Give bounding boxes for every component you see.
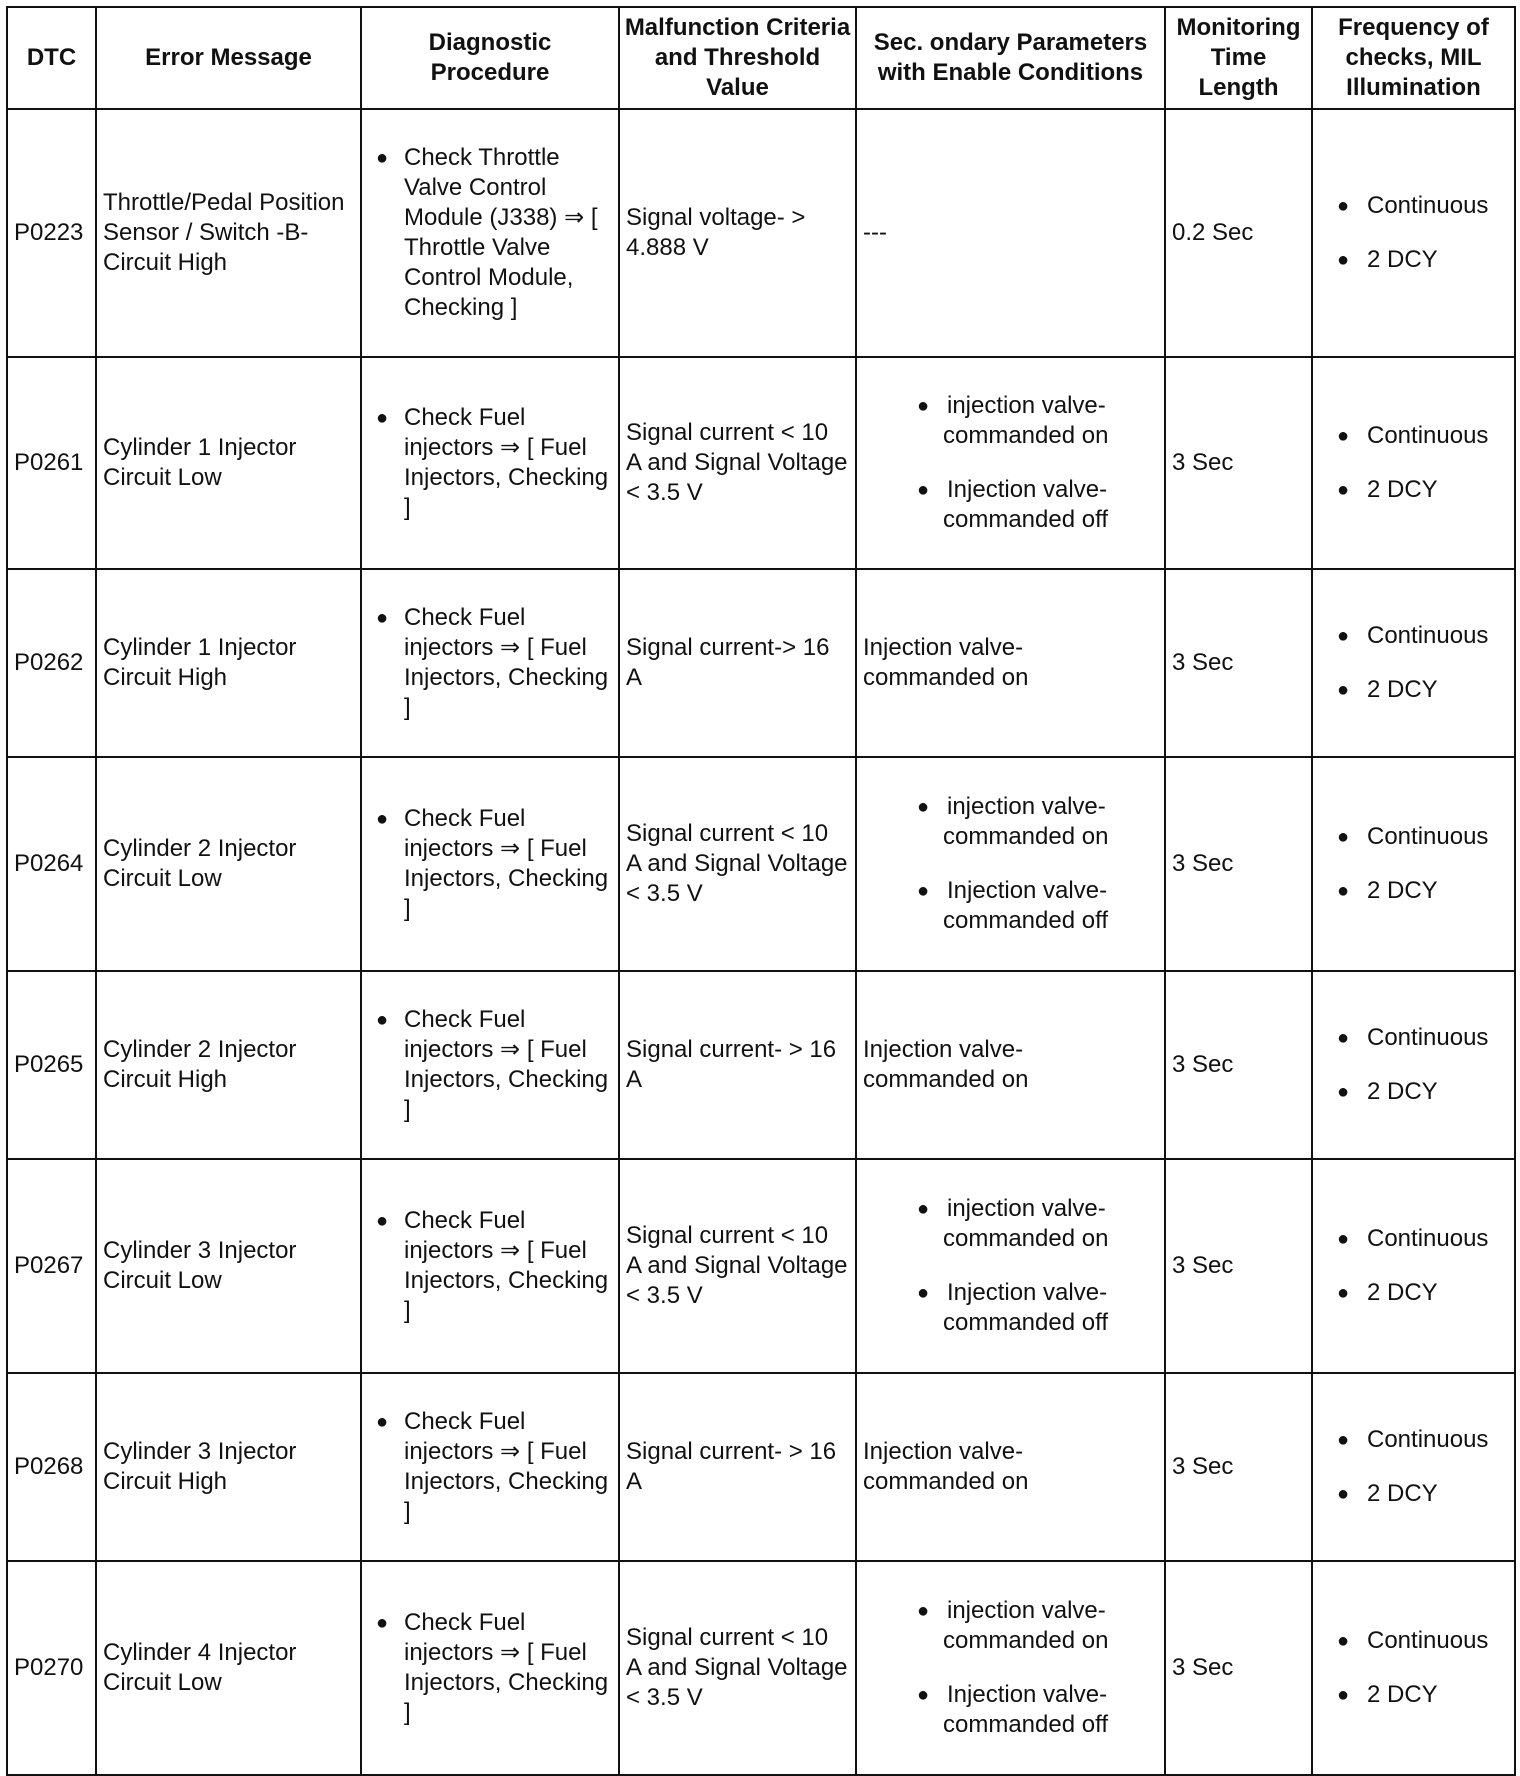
procedure-item: ● Check Fuel injectors ⇒ [ Fuel Injectors, Checking ] [368, 804, 612, 924]
frequency-cell [1312, 1561, 1515, 1775]
monitoring-time-cell: 3 Sec [1165, 757, 1312, 971]
frequency-item: ● 2 DCY [1319, 1278, 1508, 1308]
procedure-item: ● Check Fuel injectors ⇒ [ Fuel Injectors, Checking ] [368, 1407, 612, 1527]
header-monitoring-time: Monitoring Time Length [1165, 7, 1312, 109]
error-message-cell: Cylinder 4 Injector Circuit Low [96, 1561, 361, 1775]
procedure-list [368, 403, 612, 523]
bullet-icon: ● [917, 1684, 930, 1706]
secondary-parameters-cell: Injection valve- commanded on [856, 1373, 1165, 1561]
frequency-item: ● Continuous [1319, 1023, 1508, 1053]
secondary-parameter-item [917, 1596, 1158, 1656]
secondary-parameters-cell [856, 1159, 1165, 1373]
bullet-icon: ● [917, 1600, 930, 1622]
secondary-parameter-line: injection valve- [947, 1597, 1106, 1624]
monitoring-time-cell: 3 Sec [1165, 1561, 1312, 1775]
secondary-parameter-line: commanded on [943, 1225, 1109, 1252]
secondary-parameter-item [917, 1194, 1158, 1254]
secondary-parameter-item [917, 1278, 1158, 1338]
frequency-item: ● 2 DCY [1319, 1077, 1508, 1107]
error-message-cell: Cylinder 2 Injector Circuit Low [96, 757, 361, 971]
frequency-cell [1312, 757, 1515, 971]
secondary-parameters-list [863, 792, 1158, 936]
frequency-list [1319, 191, 1508, 275]
diagnostic-procedure-cell [361, 1373, 619, 1561]
frequency-cell [1312, 569, 1515, 757]
malfunction-criteria-cell: Signal voltage- > 4.888 V [619, 109, 856, 357]
procedure-item: ● Check Throttle Valve Control Module (J338) ⇒ [ Throttle Valve Control Module, Checking ] [368, 143, 612, 323]
header-malfunction-criteria: Malfunction Criteria and Threshold Value [619, 7, 856, 109]
bullet-icon: ● [917, 1282, 930, 1304]
monitoring-time-cell: 0.2 Sec [1165, 109, 1312, 357]
diagnostic-procedure-cell [361, 357, 619, 569]
secondary-parameters-cell [856, 757, 1165, 971]
frequency-item: ● Continuous [1319, 1626, 1508, 1656]
table-row [7, 1159, 1515, 1373]
monitoring-time-cell: 3 Sec [1165, 569, 1312, 757]
diagnostic-procedure-cell [361, 1159, 619, 1373]
procedure-item: ● Check Fuel injectors ⇒ [ Fuel Injectors, Checking ] [368, 603, 612, 723]
error-message-cell: Cylinder 2 Injector Circuit High [96, 971, 361, 1159]
secondary-parameter-line: commanded on [943, 823, 1109, 850]
table-row [7, 1561, 1515, 1775]
diagnostic-procedure-cell [361, 109, 619, 357]
secondary-parameters-cell: Injection valve- commanded on [856, 569, 1165, 757]
header-error-message: Error Message [96, 7, 361, 109]
bullet-icon: ● [917, 796, 930, 818]
header-dtc: DTC [7, 7, 96, 109]
error-message-cell: Cylinder 3 Injector Circuit Low [96, 1159, 361, 1373]
secondary-parameter-line: commanded on [943, 1627, 1109, 1654]
frequency-item: ● Continuous [1319, 621, 1508, 651]
procedure-list [368, 1005, 612, 1125]
secondary-parameter-line: commanded off [943, 907, 1108, 934]
secondary-parameters-list [863, 1596, 1158, 1740]
secondary-parameters-cell [856, 1561, 1165, 1775]
secondary-parameter-item [917, 475, 1158, 535]
frequency-cell [1312, 109, 1515, 357]
secondary-parameters-cell [856, 357, 1165, 569]
monitoring-time-cell: 3 Sec [1165, 971, 1312, 1159]
secondary-parameter-line: injection valve- [947, 793, 1106, 820]
frequency-item: ● 2 DCY [1319, 876, 1508, 906]
table-row [7, 757, 1515, 971]
procedure-list [368, 1206, 612, 1326]
malfunction-criteria-cell: Signal current < 10 A and Signal Voltage < 3.5 V [619, 757, 856, 971]
frequency-item: ● 2 DCY [1319, 1680, 1508, 1710]
secondary-parameter-item [917, 876, 1158, 936]
monitoring-time-cell: 3 Sec [1165, 1373, 1312, 1561]
secondary-parameter-line: commanded off [943, 1711, 1108, 1738]
secondary-parameter-item [917, 1680, 1158, 1740]
frequency-cell [1312, 1373, 1515, 1561]
header-frequency: Frequency of checks, MIL Illumination [1312, 7, 1515, 109]
dtc-code-cell: P0268 [7, 1373, 96, 1561]
bullet-icon: ● [917, 395, 930, 417]
secondary-parameter-line: commanded on [943, 422, 1109, 449]
frequency-list [1319, 421, 1508, 505]
table-row [7, 569, 1515, 757]
malfunction-criteria-cell: Signal current < 10 A and Signal Voltage < 3.5 V [619, 357, 856, 569]
diagnostic-procedure-cell [361, 757, 619, 971]
procedure-list [368, 1608, 612, 1728]
monitoring-time-cell: 3 Sec [1165, 357, 1312, 569]
dtc-code-cell: P0261 [7, 357, 96, 569]
procedure-list [368, 603, 612, 723]
frequency-list [1319, 1425, 1508, 1509]
dtc-code-cell: P0265 [7, 971, 96, 1159]
dtc-code-cell: P0264 [7, 757, 96, 971]
frequency-item: ● 2 DCY [1319, 675, 1508, 705]
secondary-parameter-line: Injection valve- [947, 877, 1108, 904]
error-message-cell: Cylinder 1 Injector Circuit High [96, 569, 361, 757]
malfunction-criteria-cell: Signal current- > 16 A [619, 1373, 856, 1561]
secondary-parameter-line: Injection valve- [947, 1279, 1108, 1306]
malfunction-criteria-cell: Signal current < 10 A and Signal Voltage < 3.5 V [619, 1561, 856, 1775]
error-message-cell: Cylinder 1 Injector Circuit Low [96, 357, 361, 569]
frequency-list [1319, 822, 1508, 906]
frequency-item: ● Continuous [1319, 1425, 1508, 1455]
frequency-item: ● Continuous [1319, 421, 1508, 451]
secondary-parameters-list [863, 391, 1158, 535]
frequency-cell [1312, 357, 1515, 569]
dtc-table [6, 6, 1516, 1776]
frequency-cell [1312, 971, 1515, 1159]
secondary-parameter-line: injection valve- [947, 392, 1106, 419]
frequency-list [1319, 1626, 1508, 1710]
diagnostic-procedure-cell [361, 1561, 619, 1775]
header-row [7, 7, 1515, 109]
table-row [7, 109, 1515, 357]
secondary-parameter-item [917, 792, 1158, 852]
frequency-list [1319, 1023, 1508, 1107]
frequency-item: ● 2 DCY [1319, 475, 1508, 505]
procedure-list [368, 1407, 612, 1527]
secondary-parameters-list [863, 1194, 1158, 1338]
procedure-list [368, 143, 612, 323]
secondary-parameter-line: commanded off [943, 506, 1108, 533]
diagnostic-procedure-cell [361, 569, 619, 757]
procedure-list [368, 804, 612, 924]
secondary-parameters-cell: Injection valve- commanded on [856, 971, 1165, 1159]
frequency-item: ● Continuous [1319, 191, 1508, 221]
secondary-parameter-line: Injection valve- [947, 1681, 1108, 1708]
malfunction-criteria-cell: Signal current- > 16 A [619, 971, 856, 1159]
procedure-item: ● Check Fuel injectors ⇒ [ Fuel Injectors, Checking ] [368, 403, 612, 523]
dtc-code-cell: P0223 [7, 109, 96, 357]
table-row [7, 1373, 1515, 1561]
error-message-cell: Cylinder 3 Injector Circuit High [96, 1373, 361, 1561]
bullet-icon: ● [917, 479, 930, 501]
header-diagnostic-procedure: Diagnostic Procedure [361, 7, 619, 109]
table-row [7, 971, 1515, 1159]
secondary-parameter-item [917, 391, 1158, 451]
secondary-parameter-line: Injection valve- [947, 476, 1108, 503]
frequency-list [1319, 1224, 1508, 1308]
dtc-code-cell: P0262 [7, 569, 96, 757]
secondary-parameter-line: commanded off [943, 1309, 1108, 1336]
frequency-item: ● Continuous [1319, 822, 1508, 852]
frequency-item: ● 2 DCY [1319, 245, 1508, 275]
procedure-item: ● Check Fuel injectors ⇒ [ Fuel Injectors, Checking ] [368, 1005, 612, 1125]
frequency-item: ● Continuous [1319, 1224, 1508, 1254]
diagnostic-procedure-cell [361, 971, 619, 1159]
error-message-cell: Throttle/Pedal Position Sensor / Switch -B- Circuit High [96, 109, 361, 357]
monitoring-time-cell: 3 Sec [1165, 1159, 1312, 1373]
secondary-parameter-line: injection valve- [947, 1195, 1106, 1222]
secondary-parameters-cell: --- [856, 109, 1165, 357]
dtc-code-cell: P0270 [7, 1561, 96, 1775]
procedure-item: ● Check Fuel injectors ⇒ [ Fuel Injectors, Checking ] [368, 1206, 612, 1326]
frequency-cell [1312, 1159, 1515, 1373]
procedure-item: ● Check Fuel injectors ⇒ [ Fuel Injectors, Checking ] [368, 1608, 612, 1728]
malfunction-criteria-cell: Signal current < 10 A and Signal Voltage < 3.5 V [619, 1159, 856, 1373]
frequency-list [1319, 621, 1508, 705]
malfunction-criteria-cell: Signal current-> 16 A [619, 569, 856, 757]
table-body [7, 109, 1515, 1775]
frequency-item: ● 2 DCY [1319, 1479, 1508, 1509]
bullet-icon: ● [917, 1198, 930, 1220]
bullet-icon: ● [917, 880, 930, 902]
header-secondary-parameters: Sec. ondary Parameters with Enable Conditions [856, 7, 1165, 109]
dtc-code-cell: P0267 [7, 1159, 96, 1373]
table-row [7, 357, 1515, 569]
